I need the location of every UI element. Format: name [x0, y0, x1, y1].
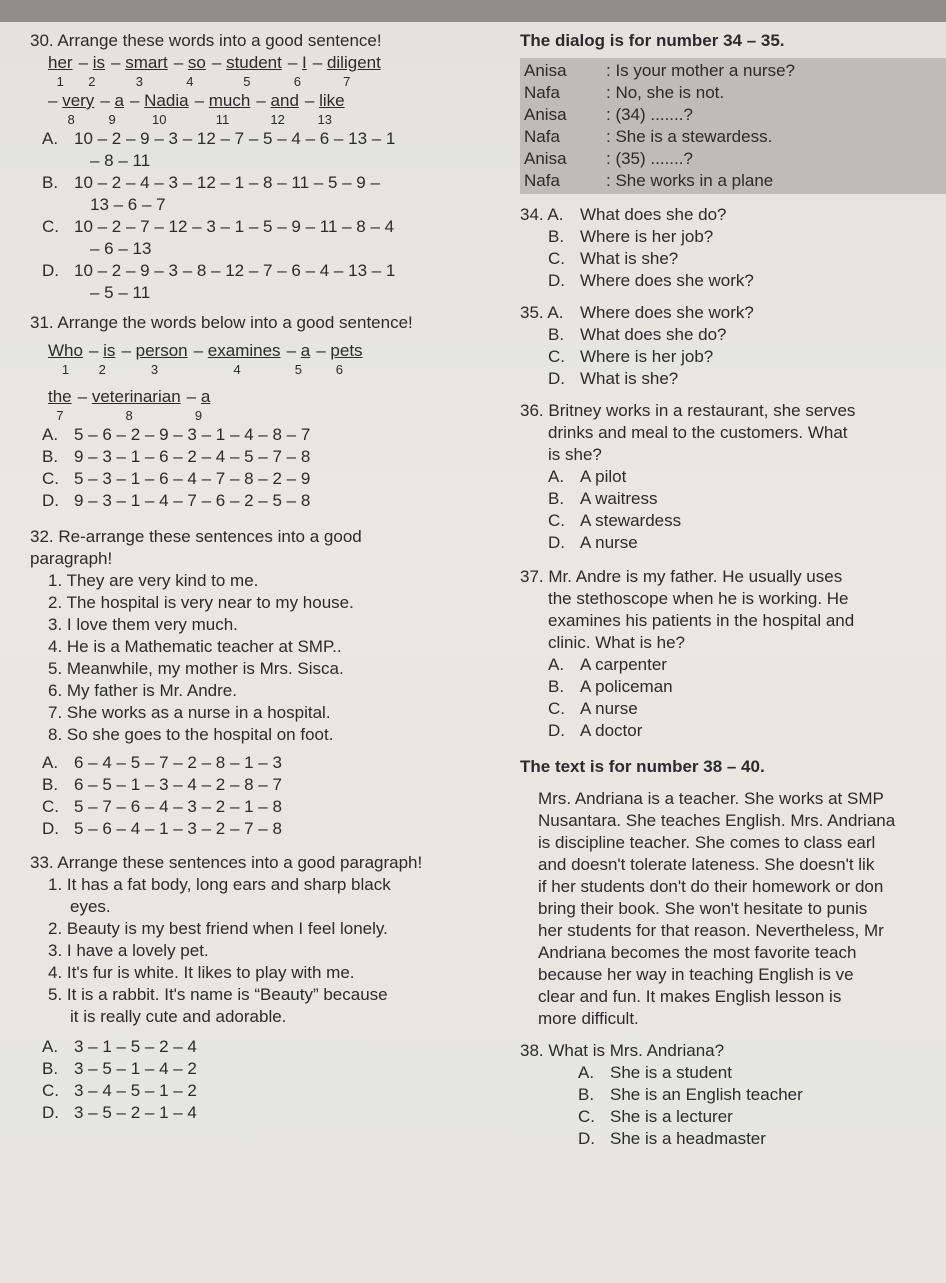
option-c[interactable]: C. What is she?	[548, 249, 679, 268]
passage-line: clear and fun. It makes English lesson is	[538, 987, 842, 1006]
top-border	[0, 0, 946, 22]
option-b[interactable]: B. She is an English teacher	[578, 1085, 803, 1104]
question-title: 30. Arrange these words into a good sentence!	[30, 31, 382, 50]
list-item: 8. So she goes to the hospital on foot.	[48, 725, 334, 744]
option-continuation: – 8 – 11	[90, 151, 151, 170]
option-b[interactable]: B. A policeman	[548, 677, 673, 696]
option-a[interactable]: 35. A. Where does she work?	[520, 303, 754, 322]
question-30	[30, 30, 500, 304]
question-text: 36. Britney works in a restaurant, she serves	[520, 401, 856, 420]
option-b[interactable]: B. 6 – 5 – 1 – 3 – 4 – 2 – 8 – 7	[42, 775, 282, 794]
list-item: 5. It is a rabbit. It's name is “Beauty” because	[48, 985, 388, 1004]
word-item: – pets 6	[316, 341, 363, 377]
passage-line: more difficult.	[538, 1009, 639, 1028]
question-34	[520, 204, 946, 292]
list-item: 7. She works as a nurse in a hospital.	[48, 703, 331, 722]
passage-line: bring their book. She won't hesitate to punis	[538, 899, 868, 918]
option-c[interactable]: C. A nurse	[548, 699, 638, 718]
passage-line: Andriana becomes the most favorite teach	[538, 943, 857, 962]
dialog-section	[520, 30, 946, 194]
left-column	[30, 30, 500, 1130]
option-a[interactable]: A. A carpenter	[548, 655, 667, 674]
passage-line: because her way in teaching English is ve	[538, 965, 854, 984]
list-item: 3. I love them very much.	[48, 615, 238, 634]
word-item: – a 9	[186, 387, 211, 423]
word-item: – student 5	[211, 53, 282, 89]
passage-line: Mrs. Andriana is a teacher. She works at SMP	[538, 789, 884, 808]
option-d[interactable]: D. 9 – 3 – 1 – 4 – 7 – 6 – 2 – 5 – 8	[42, 491, 311, 510]
option-b[interactable]: B. Where is her job?	[548, 227, 714, 246]
option-d[interactable]: D. A doctor	[548, 721, 643, 740]
right-column	[520, 30, 946, 1156]
list-item: 2. Beauty is my best friend when I feel lonely.	[48, 919, 388, 938]
list-item: 6. My father is Mr. Andre.	[48, 681, 237, 700]
option-b[interactable]: B. What does she do?	[548, 325, 727, 344]
dialog-heading: The dialog is for number 34 – 35.	[520, 31, 785, 50]
option-c[interactable]: C. Where is her job?	[548, 347, 714, 366]
list-item: 4. He is a Mathematic teacher at SMP..	[48, 637, 342, 656]
option-a[interactable]: A. She is a student	[578, 1063, 732, 1082]
word-item: – a 9	[100, 91, 124, 127]
dialog-line: Nafa : No, she is not.	[524, 83, 725, 102]
word-item: – so 4	[173, 53, 206, 89]
question-text: clinic. What is he?	[548, 633, 685, 652]
reading-text	[520, 756, 946, 1030]
word-item: – Nadia 10	[129, 91, 189, 127]
word-item: – and 12	[256, 91, 299, 127]
word-row	[48, 386, 500, 424]
word-item: – diligent 7	[312, 53, 381, 89]
option-d[interactable]: D. 10 – 2 – 9 – 3 – 8 – 12 – 7 – 6 – 4 – 13 – 1	[42, 261, 396, 280]
option-c[interactable]: C. 3 – 4 – 5 – 1 – 2	[42, 1081, 197, 1100]
passage-line: and doesn't tolerate lateness. She doesn't lik	[538, 855, 875, 874]
option-a[interactable]: A. 5 – 6 – 2 – 9 – 3 – 1 – 4 – 8 – 7	[42, 425, 311, 444]
dialog-line: Nafa : She is a stewardess.	[524, 127, 773, 146]
word-item: – smart 3	[111, 53, 168, 89]
question-title: 38. What is Mrs. Andriana?	[520, 1041, 725, 1060]
list-item: 1. They are very kind to me.	[48, 571, 259, 590]
list-item: 3. I have a lovely pet.	[48, 941, 209, 960]
option-continuation: – 5 – 11	[90, 283, 151, 302]
option-a[interactable]: 34. A. What does she do?	[520, 205, 727, 224]
option-a[interactable]: A. 10 – 2 – 9 – 3 – 12 – 7 – 5 – 4 – 6 – 13 – 1	[42, 129, 396, 148]
option-d[interactable]: D. 3 – 5 – 2 – 1 – 4	[42, 1103, 197, 1122]
question-37	[520, 566, 946, 742]
word-item: her 1	[48, 53, 73, 89]
word-row	[48, 340, 500, 378]
list-item: 1. It has a fat body, long ears and sharp black	[48, 875, 391, 894]
option-b[interactable]: B. 9 – 3 – 1 – 6 – 2 – 4 – 5 – 7 – 8	[42, 447, 311, 466]
option-d[interactable]: D. 5 – 6 – 4 – 1 – 3 – 2 – 7 – 8	[42, 819, 282, 838]
question-35	[520, 302, 946, 390]
question-text: is she?	[548, 445, 602, 464]
list-item: 4. It's fur is white. It likes to play with me.	[48, 963, 355, 982]
option-d[interactable]: D. A nurse	[548, 533, 638, 552]
option-c[interactable]: C. 5 – 7 – 6 – 4 – 3 – 2 – 1 – 8	[42, 797, 282, 816]
list-item: 2. The hospital is very near to my house.	[48, 593, 354, 612]
word-item: – a 5	[286, 341, 311, 377]
passage-line: if her students don't do their homework or don	[538, 877, 884, 896]
passage-line: Nusantara. She teaches English. Mrs. Andriana	[538, 811, 896, 830]
question-38	[520, 1040, 946, 1150]
dialog-line: Anisa : Is your mother a nurse?	[524, 61, 795, 80]
question-text: examines his patients in the hospital and	[548, 611, 855, 630]
word-item: – is 2	[78, 53, 106, 89]
option-c[interactable]: C. She is a lecturer	[578, 1107, 733, 1126]
question-text: drinks and meal to the customers. What	[548, 423, 848, 442]
question-text: 37. Mr. Andre is my father. He usually uses	[520, 567, 843, 586]
word-item: – is 2	[88, 341, 116, 377]
word-item: – like 13	[304, 91, 345, 127]
question-32	[30, 526, 500, 840]
option-d[interactable]: D. She is a headmaster	[578, 1129, 766, 1148]
passage-line: is discipline teacher. She comes to class earl	[538, 833, 876, 852]
option-d[interactable]: D. Where does she work?	[548, 271, 754, 290]
option-b[interactable]: B. 3 – 5 – 1 – 4 – 2	[42, 1059, 197, 1078]
option-b[interactable]: B. 10 – 2 – 4 – 3 – 12 – 1 – 8 – 11 – 5 – 9 –	[42, 173, 380, 192]
dialog-line: Nafa : She works in a plane	[524, 171, 774, 190]
word-item: – I 6	[287, 53, 307, 89]
dialog-line: Anisa : (35) .......?	[524, 149, 693, 168]
word-row	[48, 90, 500, 128]
option-c[interactable]: C. A stewardess	[548, 511, 682, 530]
word-item: – person 3	[121, 341, 188, 377]
word-item: – much 11	[194, 91, 251, 127]
question-31	[30, 312, 500, 512]
option-d[interactable]: D. What is she?	[548, 369, 679, 388]
word-item: – very 8	[48, 91, 95, 127]
list-item-cont: eyes.	[70, 897, 111, 916]
list-item-cont: it is really cute and adorable.	[70, 1007, 287, 1026]
list-item: 5. Meanwhile, my mother is Mrs. Sisca.	[48, 659, 344, 678]
word-item: Who 1	[48, 341, 83, 377]
question-title: 32. Re-arrange these sentences into a good	[30, 527, 362, 546]
question-36	[520, 400, 946, 554]
text-heading: The text is for number 38 – 40.	[520, 757, 765, 776]
question-33	[30, 852, 500, 1124]
word-item: – examines 4	[193, 341, 281, 377]
reading-passage	[538, 788, 946, 1030]
option-continuation: 13 – 6 – 7	[90, 195, 166, 214]
option-continuation: – 6 – 13	[90, 239, 152, 258]
option-c[interactable]: C. 5 – 3 – 1 – 6 – 4 – 7 – 8 – 2 – 9	[42, 469, 311, 488]
question-title: 31. Arrange the words below into a good sentence!	[30, 313, 413, 332]
question-title: 33. Arrange these sentences into a good paragraph!	[30, 853, 423, 872]
question-title-cont: paragraph!	[30, 549, 113, 568]
question-text: the stethoscope when he is working. He	[548, 589, 849, 608]
option-a[interactable]: A. 6 – 4 – 5 – 7 – 2 – 8 – 1 – 3	[42, 753, 282, 772]
word-item: – veterinarian 8	[77, 387, 181, 423]
option-a[interactable]: A. 3 – 1 – 5 – 2 – 4	[42, 1037, 197, 1056]
option-b[interactable]: B. A waitress	[548, 489, 658, 508]
passage-line: her students for that reason. Nevertheless, Mr	[538, 921, 884, 940]
dialog-box	[520, 58, 946, 194]
option-c[interactable]: C. 10 – 2 – 7 – 12 – 3 – 1 – 5 – 9 – 11 – 8 – 4	[42, 217, 395, 236]
option-a[interactable]: A. A pilot	[548, 467, 627, 486]
word-item: the 7	[48, 387, 72, 423]
word-row	[48, 52, 500, 90]
dialog-line: Anisa : (34) .......?	[524, 105, 693, 124]
